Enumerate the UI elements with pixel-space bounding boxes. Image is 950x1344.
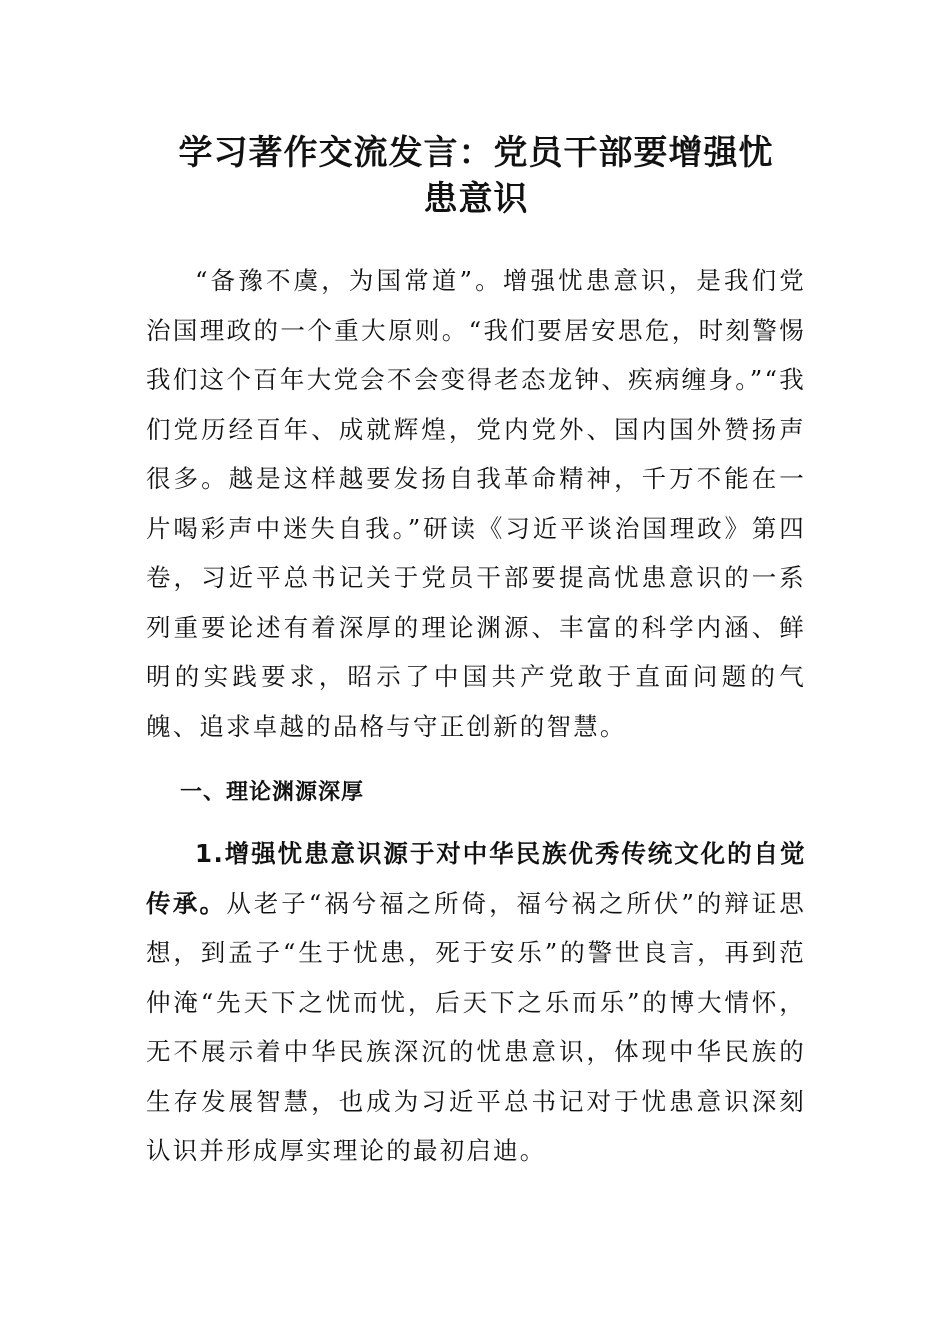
document-page — [146, 118, 806, 1176]
section-heading: 一、理论渊源深厚 — [180, 780, 365, 805]
point-body-text: 从老子“祸兮福之所倚，福兮祸之所伏”的辩证思想，到孟子“生于忧患，死于安乐”的警世良言，再到范仲淹“先天下之忧而忧，后天下之乐而乐”的博大情怀，无不展示着中华民族深沉的忧患意识，体现中华民族的生存发展智慧，也成为习近平总书记对于忧患意识深刻认识并形成厚实理论的最初启迪。 — [146, 888, 807, 1165]
intro-paragraph: “备豫不虞，为国常道”。增强忧患意识，是我们党治国理政的一个重大原则。“我们要居安思危，时刻警惕我们这个百年大党会不会变得老态龙钟、疾病缠身。”“我们党历经百年、成就辉煌，党内党外、国内国外赞扬声很多。越是这样越要发扬自我革命精神，千万不能在一片喝彩声中迷失自我。”研读《习近平谈治国理政》第四卷，习近平总书记关于党员干部要提高忧患意识的一系列重要论述有着深厚的理论渊源、丰富的科学内涵、鲜明的实践要求，昭示了中国共产党敢于直面问题的气魄、追求卓越的品格与守正创新的智慧。 — [146, 266, 806, 741]
point-lead-sentence: 1.增强忧患意识源于对中华民族优秀传统文化的自觉传承。 — [146, 839, 806, 918]
title-line-1: 学习著作交流发言：党员干部要增强忧 — [178, 133, 774, 173]
document-title — [146, 130, 806, 222]
point-paragraph — [146, 829, 806, 1176]
title-line-2: 患意识 — [423, 179, 529, 219]
